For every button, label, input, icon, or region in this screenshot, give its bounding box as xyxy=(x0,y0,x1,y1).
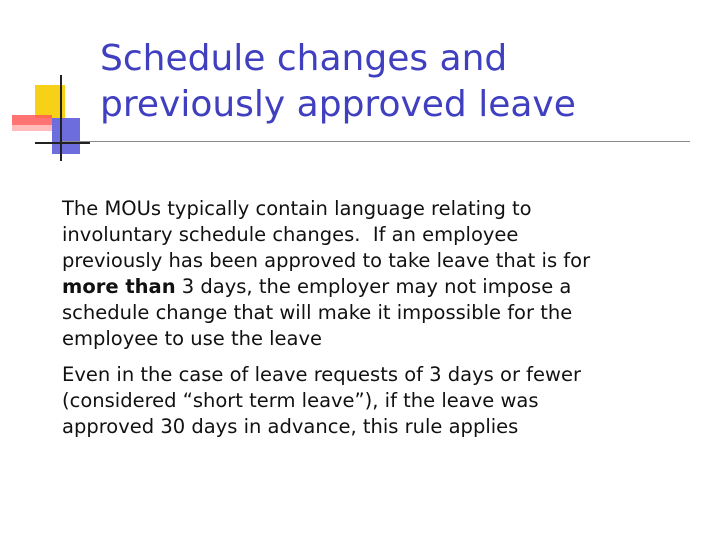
decorative-vertical-line xyxy=(60,75,62,161)
decorative-blue-square xyxy=(52,118,80,154)
slide-body xyxy=(62,196,662,440)
paragraph-1-line-2: involuntary schedule changes. If an employee xyxy=(62,223,519,246)
paragraph-1-line-6: employee to use the leave xyxy=(62,327,323,350)
emphasis-more-than: more than xyxy=(62,275,176,298)
paragraph-1-line-4-rest: 3 days, the employer may not impose a xyxy=(175,275,572,298)
paragraph-2 xyxy=(62,362,662,440)
paragraph-2-line-3: approved 30 days in advance, this rule applies xyxy=(62,415,519,438)
slide-title xyxy=(100,36,700,128)
paragraph-1-line-3: previously has been approved to take leave that is for xyxy=(62,249,591,272)
paragraph-1-line-4 xyxy=(62,274,662,300)
paragraph-1 xyxy=(62,196,662,352)
decorative-horizontal-line xyxy=(35,142,90,144)
title-underline-rule xyxy=(62,141,690,142)
title-line-1: Schedule changes and xyxy=(100,38,508,79)
paragraph-2-line-2: (considered “short term leave”), if the leave was xyxy=(62,389,539,412)
title-line-2: previously approved leave xyxy=(100,84,576,125)
paragraph-1-line-1: The MOUs typically contain language relating to xyxy=(62,197,532,220)
paragraph-2-line-1: Even in the case of leave requests of 3 days or fewer xyxy=(62,363,581,386)
decorative-red-bar xyxy=(12,115,52,125)
decorative-red-bar-light xyxy=(12,125,52,131)
paragraph-1-line-5: schedule change that will make it impossible for the xyxy=(62,301,573,324)
